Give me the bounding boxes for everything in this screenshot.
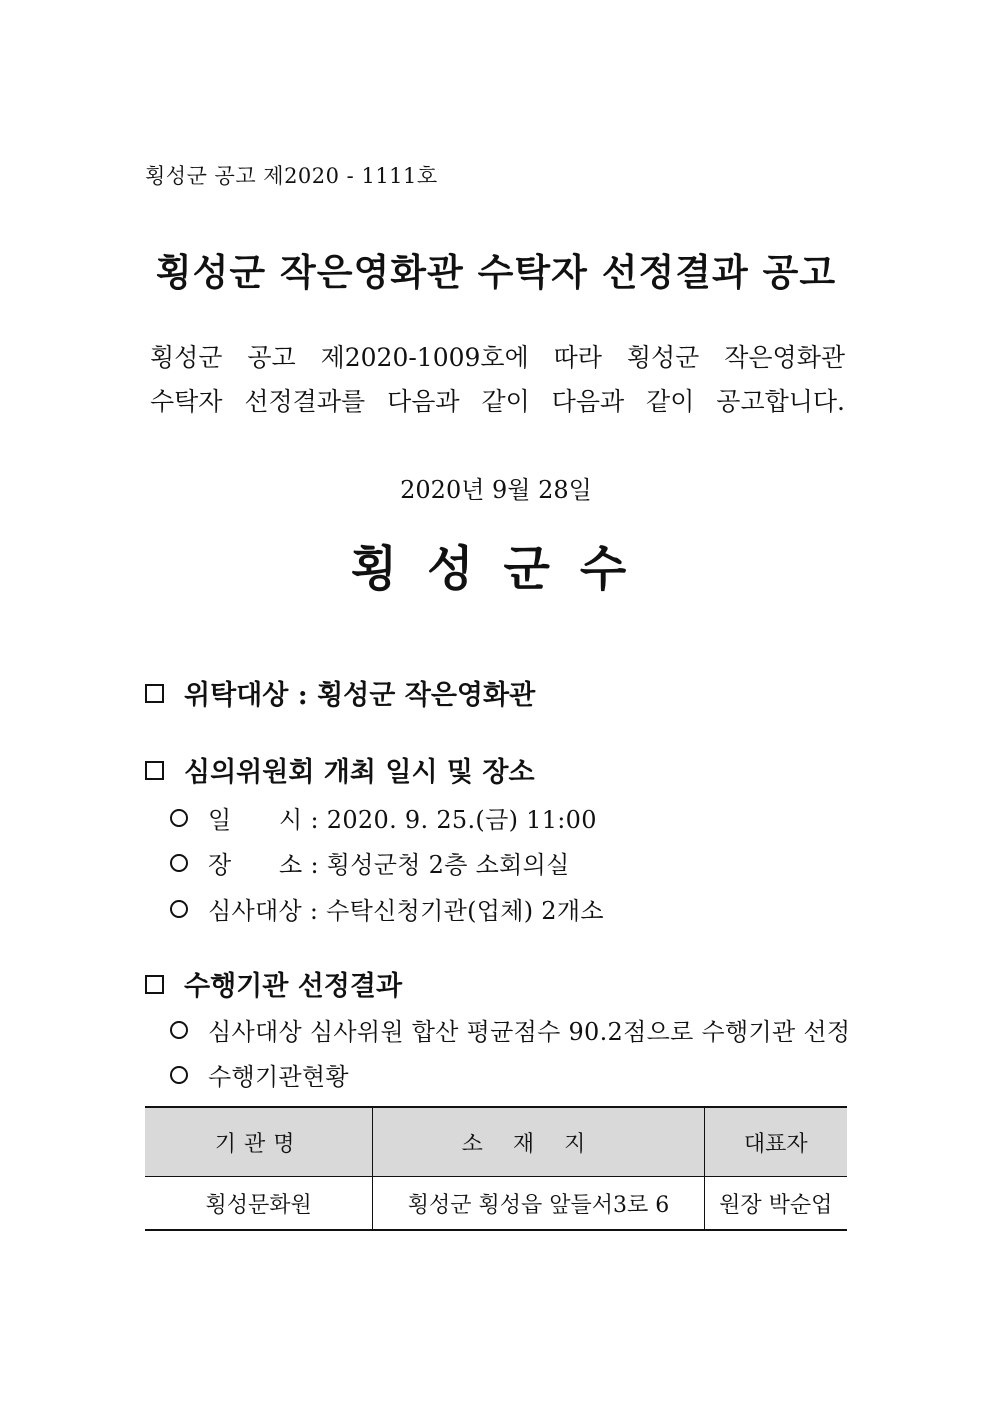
list-item	[170, 1012, 850, 1047]
table-header-row	[145, 1107, 847, 1177]
list-item	[170, 800, 597, 835]
organization-table	[145, 1106, 847, 1231]
list-item	[170, 891, 604, 926]
section-heading-text: 심의위원회 개최 일시 및 장소	[184, 757, 535, 788]
table-header-org-name: 기관명	[145, 1107, 373, 1177]
list-item	[170, 1057, 349, 1092]
list-item-text: 일 시 : 2020. 9. 25.(금) 11:00	[208, 806, 597, 834]
section-heading-committee	[145, 750, 535, 789]
document-title: 횡성군 작은영화관 수탁자 선정결과 공고	[155, 250, 837, 294]
table-cell-representative: 원장 박순업	[704, 1177, 847, 1231]
table-cell-location: 횡성군 횡성읍 앞들서3로 6	[373, 1177, 704, 1231]
notice-number: 횡성군 공고 제2020 - 1111호	[145, 164, 438, 188]
circle-bullet-icon	[170, 900, 188, 918]
list-item-text: 장 소 : 횡성군청 2층 소회의실	[208, 851, 570, 879]
list-item-text: 심사대상 심사위원 합산 평균점수 90.2점으로 수행기관 선정	[208, 1018, 851, 1046]
intro-line-1: 횡성군 공고 제2020-1009호에 따라 횡성군 작은영화관	[150, 343, 845, 372]
section-heading-result	[145, 964, 402, 1003]
circle-bullet-icon	[170, 1066, 188, 1084]
list-item-text: 수행기관현황	[208, 1063, 349, 1091]
table-header-location: 소재지	[373, 1107, 704, 1177]
checkbox-square-icon	[145, 684, 164, 703]
checkbox-square-icon	[145, 975, 164, 994]
table-header-representative: 대표자	[704, 1107, 847, 1177]
checkbox-square-icon	[145, 761, 164, 780]
intro-line-2: 수탁자 선정결과를 다음과 같이 다음과 같이 공고합니다.	[150, 387, 845, 416]
table-row	[145, 1177, 847, 1231]
section-heading-text: 위탁대상 : 횡성군 작은영화관	[184, 680, 536, 711]
circle-bullet-icon	[170, 809, 188, 827]
circle-bullet-icon	[170, 1021, 188, 1039]
signer-name: 횡성군수	[350, 541, 657, 597]
list-item	[170, 845, 570, 880]
section-heading-text: 수행기관 선정결과	[184, 971, 403, 1002]
table-cell-org-name: 횡성문화원	[145, 1177, 373, 1231]
section-heading-target	[145, 673, 535, 712]
list-item-text: 심사대상 : 수탁신청기관(업체) 2개소	[208, 897, 604, 925]
document-date: 2020년 9월 28일	[400, 476, 592, 504]
circle-bullet-icon	[170, 854, 188, 872]
